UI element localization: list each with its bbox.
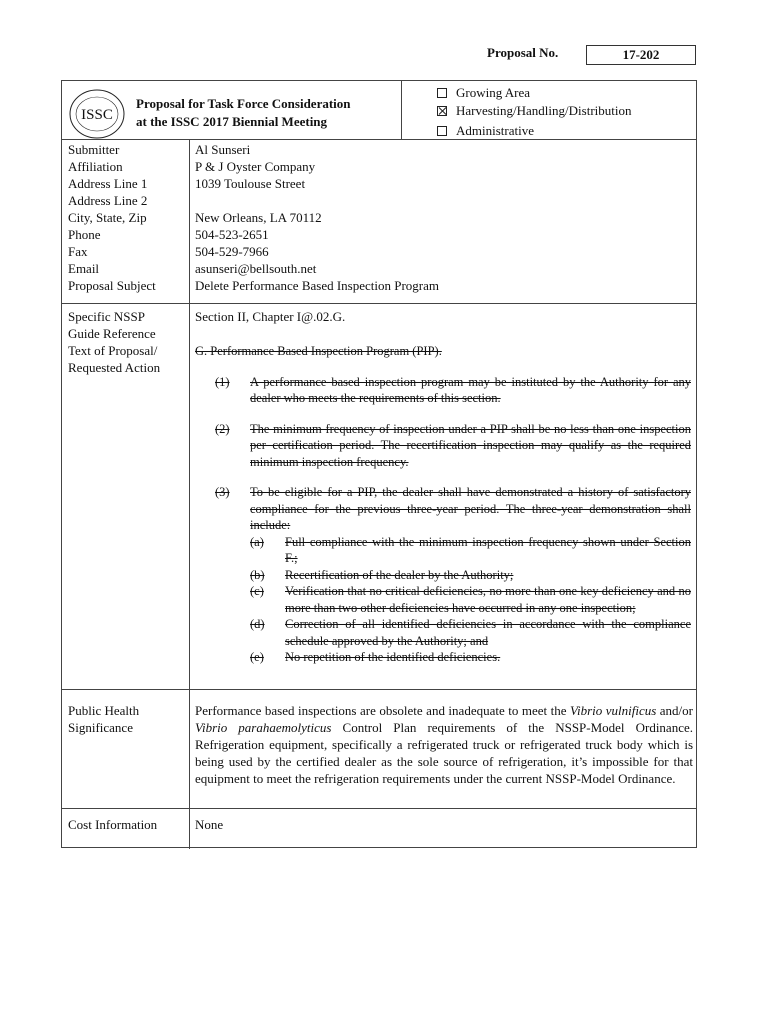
fax-label: Fax xyxy=(68,244,88,259)
proposal-subitem: (c) Verification that no critical deficiencies, no more than one key deficiency and no more than two other deficiencies have occurred in any one inspection; xyxy=(250,584,691,615)
public-health-text: Performance based inspections are obsolete and inadequate to meet the Vibrio vulnificus and/or Vibrio parahaemolyticus Control Plan requirements of the NSSP-Model Ordinance. Refrigeration equipment, specifically a refrigerated truck or refrigerated truck body which is being used by the certified dealer as the sole source of refrigeration, it’s impossible for that equipment to meet the refrigeration requirements under the current NSSP-Model Ordinance. xyxy=(195,703,694,786)
email-value: asunseri@bellsouth.net xyxy=(195,261,317,276)
phone-value: 504-523-2651 xyxy=(195,227,269,242)
cost-information-label: Cost Information xyxy=(68,817,158,832)
proposal-text-struck xyxy=(195,343,691,666)
guide-reference-label: Specific NSSP Guide Reference xyxy=(68,309,156,341)
cost-information-value: None xyxy=(195,817,224,832)
proposal-subitem: (a) Full compliance with the minimum inspection frequency shown under Section F.; xyxy=(250,534,691,565)
form-title: Proposal for Task Force Consideration at the ISSC 2017 Biennial Meeting xyxy=(136,96,351,129)
submitter-label: Submitter xyxy=(68,142,120,157)
proposal-number-label: Proposal No. xyxy=(487,45,559,60)
city-value: New Orleans, LA 70112 xyxy=(195,210,322,225)
public-health-label: Public Health Significance xyxy=(68,703,140,735)
guide-reference-value: Section II, Chapter I@.02.G. xyxy=(195,309,346,324)
proposal-subitem: (e) No repetition of the identified deficiencies. xyxy=(250,650,501,664)
city-label: City, State, Zip xyxy=(68,210,147,225)
proposal-form xyxy=(61,80,697,848)
text-of-proposal-label: Text of Proposal/ Requested Action xyxy=(68,343,161,375)
proposal-subitem: (b) Recertification of the dealer by the Authority; xyxy=(250,567,514,582)
phone-label: Phone xyxy=(68,227,101,242)
issc-logo xyxy=(68,88,126,140)
checked-checkbox-icon[interactable] xyxy=(437,106,447,116)
proposal-heading: G. Performance Based Inspection Program (PIP). xyxy=(195,344,442,358)
address1-label: Address Line 1 xyxy=(68,176,148,191)
category-administrative[interactable]: Administrative xyxy=(437,122,534,140)
proposal-item: (3) To be eligible for a PIP, the dealer shall have demonstrated a history of satisfactory compliance for the previous three-year period. The three-year demonstration shall include: (a) Full compliance with the minimum inspection frequency shown under Section F.; (b) Recertification of the dealer by the Authority; (c) Verification that no critical deficiencies, no more than one key deficiency and no more than two other deficiencies have occurred in any one inspection; (d) Correction of all identified deficiencies in accordance with the compliance schedule approved by the Authority; and (e) No repetition of the identified deficiencies. xyxy=(215,485,691,664)
email-label: Email xyxy=(68,261,100,276)
affiliation-label: Affiliation xyxy=(68,159,123,174)
subject-label: Proposal Subject xyxy=(68,278,156,293)
submitter-value: Al Sunseri xyxy=(195,142,251,157)
fax-value: 504-529-7966 xyxy=(195,244,269,259)
checkbox-icon[interactable] xyxy=(437,126,447,136)
logo-text: ISSC xyxy=(81,107,113,123)
checkbox-icon[interactable] xyxy=(437,88,447,98)
proposal-subitem: (d) Correction of all identified deficiencies in accordance with the compliance schedule approved by the Authority; and xyxy=(250,617,691,648)
subject-value: Delete Performance Based Inspection Program xyxy=(195,278,440,293)
affiliation-value: P & J Oyster Company xyxy=(195,159,316,174)
proposal-number-value: 17-202 xyxy=(586,45,696,65)
address1-value: 1039 Toulouse Street xyxy=(195,176,306,191)
category-growing-area[interactable]: Growing Area xyxy=(437,84,530,102)
category-harvesting[interactable]: Harvesting/Handling/Distribution xyxy=(437,102,631,120)
proposal-item: (2) The minimum frequency of inspection under a PIP shall be no less than one inspection per certification period. The recertification inspection may qualify as the required minimum inspection frequency. xyxy=(215,421,691,469)
address2-label: Address Line 2 xyxy=(68,193,148,208)
proposal-item: (1) A performance based inspection program may be instituted by the Authority for any dealer who meets the requirements of this section. xyxy=(215,374,691,405)
